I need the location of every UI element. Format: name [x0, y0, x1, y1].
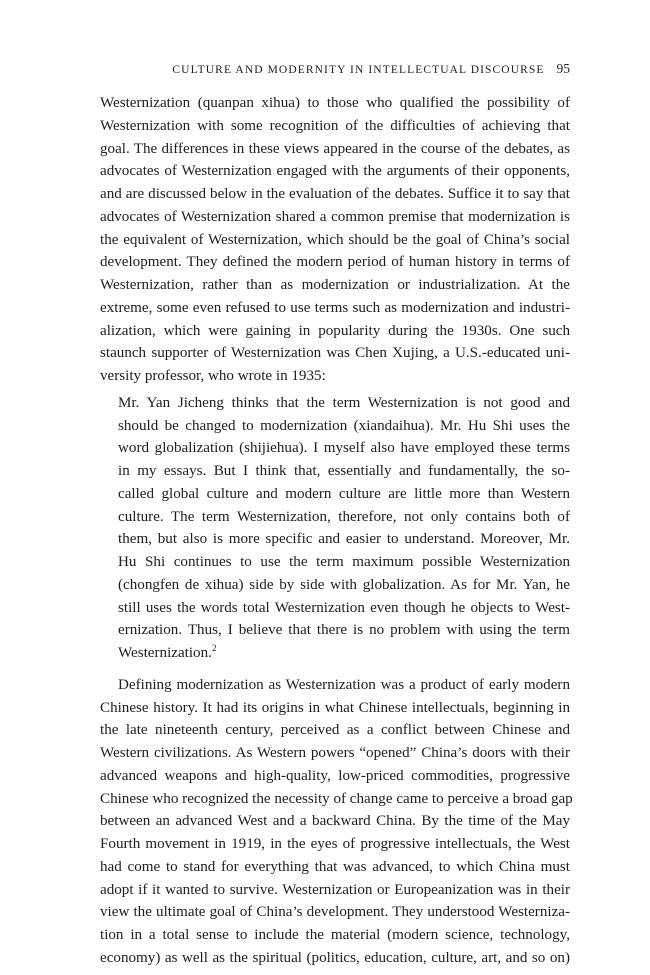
quote-final-text: Westernization.: [118, 645, 212, 661]
text-line: Chinese history. It had its origins in what Chinese intellectuals, beginning in: [100, 699, 570, 716]
text-line: advocates of Westernization engaged with the arguments of their opponents,: [100, 163, 570, 180]
text-line: Fourth movement in 1919, in the eyes of progressive intellectuals, the West: [100, 836, 570, 852]
text-line: advocates of Westernization shared a common premise that modernization is: [100, 208, 570, 225]
text-line: economy) as well as the spiritual (politics, education, culture, art, and so on): [100, 949, 570, 966]
block-quote: [118, 392, 570, 665]
quote-line: still uses the words total Westernization even though he objects to West-: [118, 599, 570, 616]
running-header: [100, 58, 570, 80]
text-line: adopt if it wanted to survive. Westernization or Europeanization was in their: [100, 881, 570, 898]
quote-line: should be changed to modernization (xiandaihua). Mr. Hu Shi uses the: [118, 417, 570, 434]
paragraph-2: [100, 674, 573, 970]
quote-line-final: [118, 642, 570, 665]
quote-line: ernization. Thus, I believe that there is no problem with using the term: [118, 622, 570, 639]
text-line: Westernization, rather than as modernization or industrialization. At the: [100, 277, 570, 293]
text-line: view the ultimate goal of China’s development. They understood Westerniza-: [100, 904, 570, 921]
page-number: 95: [556, 61, 570, 76]
text-line: extreme, some even refused to use terms such as modernization and industri-: [100, 299, 570, 316]
text-line: the late nineteenth century, perceived as a conflict between Chinese and: [100, 722, 570, 739]
text-line: and are discussed below in the evaluation of the debates. Suffice it to say that: [100, 186, 570, 202]
text-line: alization, which were gaining in popularity during the 1930s. One such: [100, 322, 570, 339]
body-text: [100, 92, 573, 970]
running-title: CULTURE AND MODERNITY IN INTELLECTUAL DISCOURSE: [172, 64, 545, 76]
text-line: goal. The differences in these views appeared in the course of the debates, as: [100, 140, 570, 157]
text-line: tion in a total sense to include the material (modern science, technology,: [100, 927, 570, 943]
quote-line: word globalization (shijiehua). I myself also have employed these terms: [118, 440, 570, 457]
quote-line: culture. The term Westernization, therefore, not only contains both of: [118, 508, 570, 525]
quote-line: (chongfen de xihua) side by side with globalization. As for Mr. Yan, he: [118, 576, 570, 593]
text-line: advanced weapons and high-quality, low-priced commodities, progressive: [100, 767, 570, 784]
text-line: Western civilizations. As Western powers “opened” China’s doors with their: [100, 745, 570, 761]
footnote-marker[interactable]: 2: [211, 642, 217, 653]
text-line: Defining modernization as Westernization was a product of early modern: [118, 676, 570, 693]
text-line: the equivalent of Westernization, which should be the goal of China’s social: [100, 231, 570, 248]
quote-line: them, but also is more specific and easier to understand. Moreover, Mr.: [118, 531, 570, 548]
text-line: Westernization (quanpan xihua) to those who qualified the possibility of: [100, 95, 570, 111]
quote-line: Mr. Yan Jicheng thinks that the term Westernization is not good and: [118, 394, 570, 411]
text-line: Westernization with some recognition of the difficulties of achieving that: [100, 117, 570, 134]
text-line: versity professor, who wrote in 1935:: [100, 368, 326, 384]
text-line: development. They defined the modern period of human history in terms of: [100, 254, 570, 271]
text-line: staunch supporter of Westernization was Chen Xujing, a U.S.-educated uni-: [100, 345, 570, 362]
quote-line: Hu Shi continues to use the term maximum possible Westernization: [118, 554, 570, 570]
paragraph-1: [100, 92, 570, 388]
quote-line: in my essays. But I think that, essentially and fundamentally, the so-: [118, 463, 570, 479]
text-line: Chinese who recognized the necessity of change came to perceive a broad gap: [100, 790, 573, 807]
quote-line: called global culture and modern culture are little more than Western: [118, 485, 570, 502]
text-line: between an advanced West and a backward China. By the time of the May: [100, 813, 570, 830]
book-page: [100, 58, 573, 970]
text-line: had come to stand for everything that was advanced, to which China must: [100, 858, 570, 875]
